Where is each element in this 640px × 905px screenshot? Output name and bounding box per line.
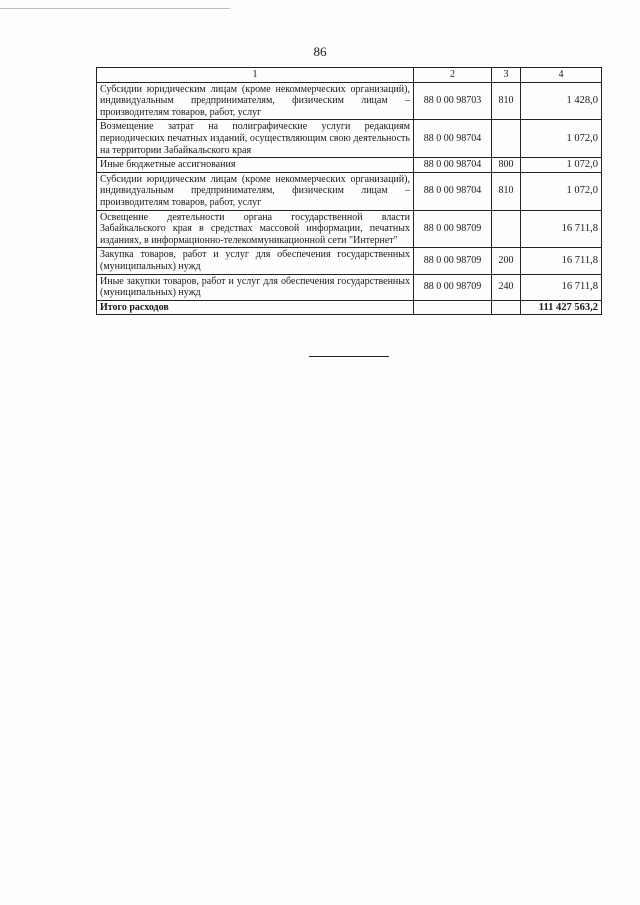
total-row <box>97 300 602 315</box>
row-amount: 16 711,8 <box>521 210 602 248</box>
page-number: 86 <box>313 44 327 59</box>
row-vr: 810 <box>492 82 521 120</box>
expenditure-table <box>96 67 602 315</box>
total-empty-vr <box>492 300 521 315</box>
row-vr: 200 <box>492 248 521 274</box>
header-col-4: 4 <box>521 68 602 83</box>
row-code: 88 0 00 98709 <box>414 210 492 248</box>
row-amount: 16 711,8 <box>521 274 602 300</box>
table-row <box>97 82 602 120</box>
end-of-table-rule <box>309 356 389 357</box>
row-amount: 1 072,0 <box>521 120 602 158</box>
table-row <box>97 248 602 274</box>
row-name: Закупка товаров, работ и услуг для обеспечения государственных (муниципальных) нужд <box>97 248 414 274</box>
row-code: 88 0 00 98704 <box>414 120 492 158</box>
row-amount: 1 428,0 <box>521 82 602 120</box>
table-row <box>97 274 602 300</box>
header-col-1: 1 <box>97 68 414 83</box>
row-vr <box>492 210 521 248</box>
row-code: 88 0 00 98703 <box>414 82 492 120</box>
row-code: 88 0 00 98709 <box>414 274 492 300</box>
total-label: Итого расходов <box>97 300 414 315</box>
scan-edge-line <box>0 8 230 9</box>
row-vr: 240 <box>492 274 521 300</box>
row-vr: 800 <box>492 158 521 173</box>
table-row <box>97 210 602 248</box>
row-name: Иные бюджетные ассигнования <box>97 158 414 173</box>
table-row <box>97 172 602 210</box>
table-row <box>97 158 602 173</box>
header-col-2: 2 <box>414 68 492 83</box>
row-vr <box>492 120 521 158</box>
total-amount: 111 427 563,2 <box>521 300 602 315</box>
row-amount: 1 072,0 <box>521 172 602 210</box>
row-name: Субсидии юридическим лицам (кроме некоммерческих организаций), индивидуальным предпринимателям, физическим лицам – производителям товаров, работ, услуг <box>97 172 414 210</box>
row-name: Возмещение затрат на полиграфические услуги редакциям периодических печатных изданий, осуществляющим свою деятельность на территории Забайкальского края <box>97 120 414 158</box>
row-code: 88 0 00 98709 <box>414 248 492 274</box>
total-empty-code <box>414 300 492 315</box>
row-code: 88 0 00 98704 <box>414 172 492 210</box>
row-name: Освещение деятельности органа государственной власти Забайкальского края в средствах массовой информации, печатных изданиях, в информационно-телекоммуникационной сети "Интернет" <box>97 210 414 248</box>
row-amount: 1 072,0 <box>521 158 602 173</box>
row-amount: 16 711,8 <box>521 248 602 274</box>
header-col-3: 3 <box>492 68 521 83</box>
table-row <box>97 120 602 158</box>
row-vr: 810 <box>492 172 521 210</box>
row-name: Субсидии юридическим лицам (кроме некоммерческих организаций), индивидуальным предпринимателям, физическим лицам – производителям товаров, работ, услуг <box>97 82 414 120</box>
header-row <box>97 68 602 83</box>
row-code: 88 0 00 98704 <box>414 158 492 173</box>
row-name: Иные закупки товаров, работ и услуг для обеспечения государственных (муниципальных) нужд <box>97 274 414 300</box>
